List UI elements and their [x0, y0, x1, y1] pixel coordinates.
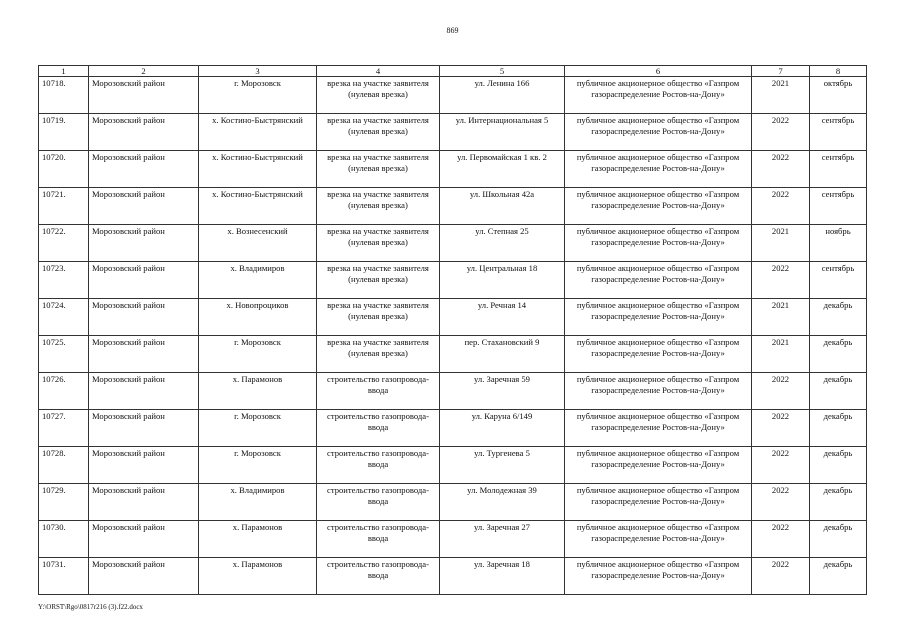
- year-cell: 2022: [752, 558, 810, 595]
- address-cell: ул. Молодежная 39: [440, 484, 565, 521]
- month-cell: декабрь: [810, 484, 867, 521]
- year-cell: 2021: [752, 225, 810, 262]
- column-number: 5: [440, 66, 565, 77]
- month-cell: декабрь: [810, 521, 867, 558]
- row-number: 10729.: [39, 484, 89, 521]
- work-type-cell: врезка на участке заявителя (нулевая врезка): [317, 262, 440, 299]
- locality-cell: х. Вознесенский: [199, 225, 317, 262]
- month-cell: сентябрь: [810, 114, 867, 151]
- locality-cell: х. Владимиров: [199, 484, 317, 521]
- year-cell: 2022: [752, 114, 810, 151]
- row-number: 10718.: [39, 77, 89, 114]
- column-number: 3: [199, 66, 317, 77]
- address-cell: ул. Школьная 42а: [440, 188, 565, 225]
- locality-cell: г. Морозовск: [199, 447, 317, 484]
- year-cell: 2022: [752, 521, 810, 558]
- table-row: [39, 447, 867, 484]
- column-number: 7: [752, 66, 810, 77]
- year-cell: 2021: [752, 299, 810, 336]
- row-number: 10722.: [39, 225, 89, 262]
- column-number: 4: [317, 66, 440, 77]
- table-row: [39, 225, 867, 262]
- row-number: 10720.: [39, 151, 89, 188]
- organization-cell: публичное акционерное общество «Газпром газораспределение Ростов-на-Дону»: [565, 299, 752, 336]
- month-cell: декабрь: [810, 373, 867, 410]
- address-cell: ул. Степная 25: [440, 225, 565, 262]
- address-cell: ул. Центральная 18: [440, 262, 565, 299]
- year-cell: 2022: [752, 410, 810, 447]
- table-row: [39, 299, 867, 336]
- address-cell: ул. Заречная 27: [440, 521, 565, 558]
- district-cell: Морозовский район: [89, 447, 199, 484]
- row-number: 10721.: [39, 188, 89, 225]
- month-cell: сентябрь: [810, 151, 867, 188]
- file-path: Y:\ORST\Rgo\0817r216 (3).f22.docx: [38, 603, 143, 611]
- column-number: 2: [89, 66, 199, 77]
- address-cell: ул. Заречная 18: [440, 558, 565, 595]
- district-cell: Морозовский район: [89, 373, 199, 410]
- column-number: 1: [39, 66, 89, 77]
- year-cell: 2021: [752, 77, 810, 114]
- work-type-cell: строительство газопровода-ввода: [317, 373, 440, 410]
- address-cell: ул. Каруна 6/149: [440, 410, 565, 447]
- locality-cell: г. Морозовск: [199, 336, 317, 373]
- month-cell: декабрь: [810, 336, 867, 373]
- locality-cell: х. Костино-Быстрянский: [199, 188, 317, 225]
- year-cell: 2022: [752, 447, 810, 484]
- organization-cell: публичное акционерное общество «Газпром газораспределение Ростов-на-Дону»: [565, 373, 752, 410]
- year-cell: 2022: [752, 484, 810, 521]
- year-cell: 2022: [752, 262, 810, 299]
- table-row: [39, 114, 867, 151]
- district-cell: Морозовский район: [89, 114, 199, 151]
- organization-cell: публичное акционерное общество «Газпром газораспределение Ростов-на-Дону»: [565, 410, 752, 447]
- month-cell: сентябрь: [810, 188, 867, 225]
- district-cell: Морозовский район: [89, 558, 199, 595]
- address-cell: ул. Первомайская 1 кв. 2: [440, 151, 565, 188]
- work-type-cell: строительство газопровода-ввода: [317, 410, 440, 447]
- month-cell: декабрь: [810, 299, 867, 336]
- work-type-cell: врезка на участке заявителя (нулевая врезка): [317, 336, 440, 373]
- table-row: [39, 558, 867, 595]
- organization-cell: публичное акционерное общество «Газпром газораспределение Ростов-на-Дону»: [565, 447, 752, 484]
- work-type-cell: врезка на участке заявителя (нулевая врезка): [317, 77, 440, 114]
- table-row: [39, 336, 867, 373]
- locality-cell: х. Новопроциков: [199, 299, 317, 336]
- row-number: 10728.: [39, 447, 89, 484]
- organization-cell: публичное акционерное общество «Газпром газораспределение Ростов-на-Дону»: [565, 114, 752, 151]
- locality-cell: г. Морозовск: [199, 77, 317, 114]
- district-cell: Морозовский район: [89, 77, 199, 114]
- organization-cell: публичное акционерное общество «Газпром газораспределение Ростов-на-Дону»: [565, 225, 752, 262]
- work-type-cell: строительство газопровода-ввода: [317, 521, 440, 558]
- work-type-cell: строительство газопровода-ввода: [317, 484, 440, 521]
- address-cell: ул. Ленина 166: [440, 77, 565, 114]
- district-cell: Морозовский район: [89, 225, 199, 262]
- organization-cell: публичное акционерное общество «Газпром газораспределение Ростов-на-Дону»: [565, 151, 752, 188]
- district-cell: Морозовский район: [89, 188, 199, 225]
- locality-cell: г. Морозовск: [199, 410, 317, 447]
- table-row: [39, 410, 867, 447]
- row-number: 10724.: [39, 299, 89, 336]
- table-row: [39, 484, 867, 521]
- organization-cell: публичное акционерное общество «Газпром газораспределение Ростов-на-Дону»: [565, 77, 752, 114]
- year-cell: 2022: [752, 151, 810, 188]
- month-cell: ноябрь: [810, 225, 867, 262]
- row-number: 10725.: [39, 336, 89, 373]
- work-type-cell: врезка на участке заявителя (нулевая врезка): [317, 114, 440, 151]
- month-cell: декабрь: [810, 447, 867, 484]
- registry-table: [38, 65, 867, 595]
- year-cell: 2022: [752, 373, 810, 410]
- district-cell: Морозовский район: [89, 484, 199, 521]
- work-type-cell: врезка на участке заявителя (нулевая врезка): [317, 188, 440, 225]
- month-cell: сентябрь: [810, 262, 867, 299]
- table-row: [39, 262, 867, 299]
- work-type-cell: врезка на участке заявителя (нулевая врезка): [317, 151, 440, 188]
- locality-cell: х. Парамонов: [199, 558, 317, 595]
- organization-cell: публичное акционерное общество «Газпром газораспределение Ростов-на-Дону»: [565, 262, 752, 299]
- organization-cell: публичное акционерное общество «Газпром газораспределение Ростов-на-Дону»: [565, 484, 752, 521]
- district-cell: Морозовский район: [89, 151, 199, 188]
- work-type-cell: строительство газопровода-ввода: [317, 447, 440, 484]
- address-cell: ул. Заречная 59: [440, 373, 565, 410]
- locality-cell: х. Владимиров: [199, 262, 317, 299]
- district-cell: Морозовский район: [89, 262, 199, 299]
- work-type-cell: строительство газопровода-ввода: [317, 558, 440, 595]
- work-type-cell: врезка на участке заявителя (нулевая врезка): [317, 225, 440, 262]
- row-number: 10727.: [39, 410, 89, 447]
- locality-cell: х. Парамонов: [199, 521, 317, 558]
- year-cell: 2022: [752, 188, 810, 225]
- row-number: 10726.: [39, 373, 89, 410]
- organization-cell: публичное акционерное общество «Газпром газораспределение Ростов-на-Дону»: [565, 558, 752, 595]
- row-number: 10719.: [39, 114, 89, 151]
- column-number-row: [39, 66, 867, 77]
- row-number: 10730.: [39, 521, 89, 558]
- page-number: 869: [446, 26, 459, 35]
- locality-cell: х. Парамонов: [199, 373, 317, 410]
- district-cell: Морозовский район: [89, 521, 199, 558]
- work-type-cell: врезка на участке заявителя (нулевая врезка): [317, 299, 440, 336]
- month-cell: октябрь: [810, 77, 867, 114]
- table-row: [39, 521, 867, 558]
- row-number: 10731.: [39, 558, 89, 595]
- locality-cell: х. Костино-Быстрянский: [199, 114, 317, 151]
- organization-cell: публичное акционерное общество «Газпром газораспределение Ростов-на-Дону»: [565, 521, 752, 558]
- address-cell: пер. Стахановский 9: [440, 336, 565, 373]
- address-cell: ул. Тургенева 5: [440, 447, 565, 484]
- month-cell: декабрь: [810, 410, 867, 447]
- month-cell: декабрь: [810, 558, 867, 595]
- locality-cell: х. Костино-Быстрянский: [199, 151, 317, 188]
- address-cell: ул. Речная 14: [440, 299, 565, 336]
- organization-cell: публичное акционерное общество «Газпром газораспределение Ростов-на-Дону»: [565, 336, 752, 373]
- column-number: 8: [810, 66, 867, 77]
- table-row: [39, 77, 867, 114]
- table-row: [39, 188, 867, 225]
- organization-cell: публичное акционерное общество «Газпром газораспределение Ростов-на-Дону»: [565, 188, 752, 225]
- district-cell: Морозовский район: [89, 336, 199, 373]
- address-cell: ул. Интернациональная 5: [440, 114, 565, 151]
- district-cell: Морозовский район: [89, 410, 199, 447]
- district-cell: Морозовский район: [89, 299, 199, 336]
- row-number: 10723.: [39, 262, 89, 299]
- table-row: [39, 373, 867, 410]
- year-cell: 2021: [752, 336, 810, 373]
- table-row: [39, 151, 867, 188]
- column-number: 6: [565, 66, 752, 77]
